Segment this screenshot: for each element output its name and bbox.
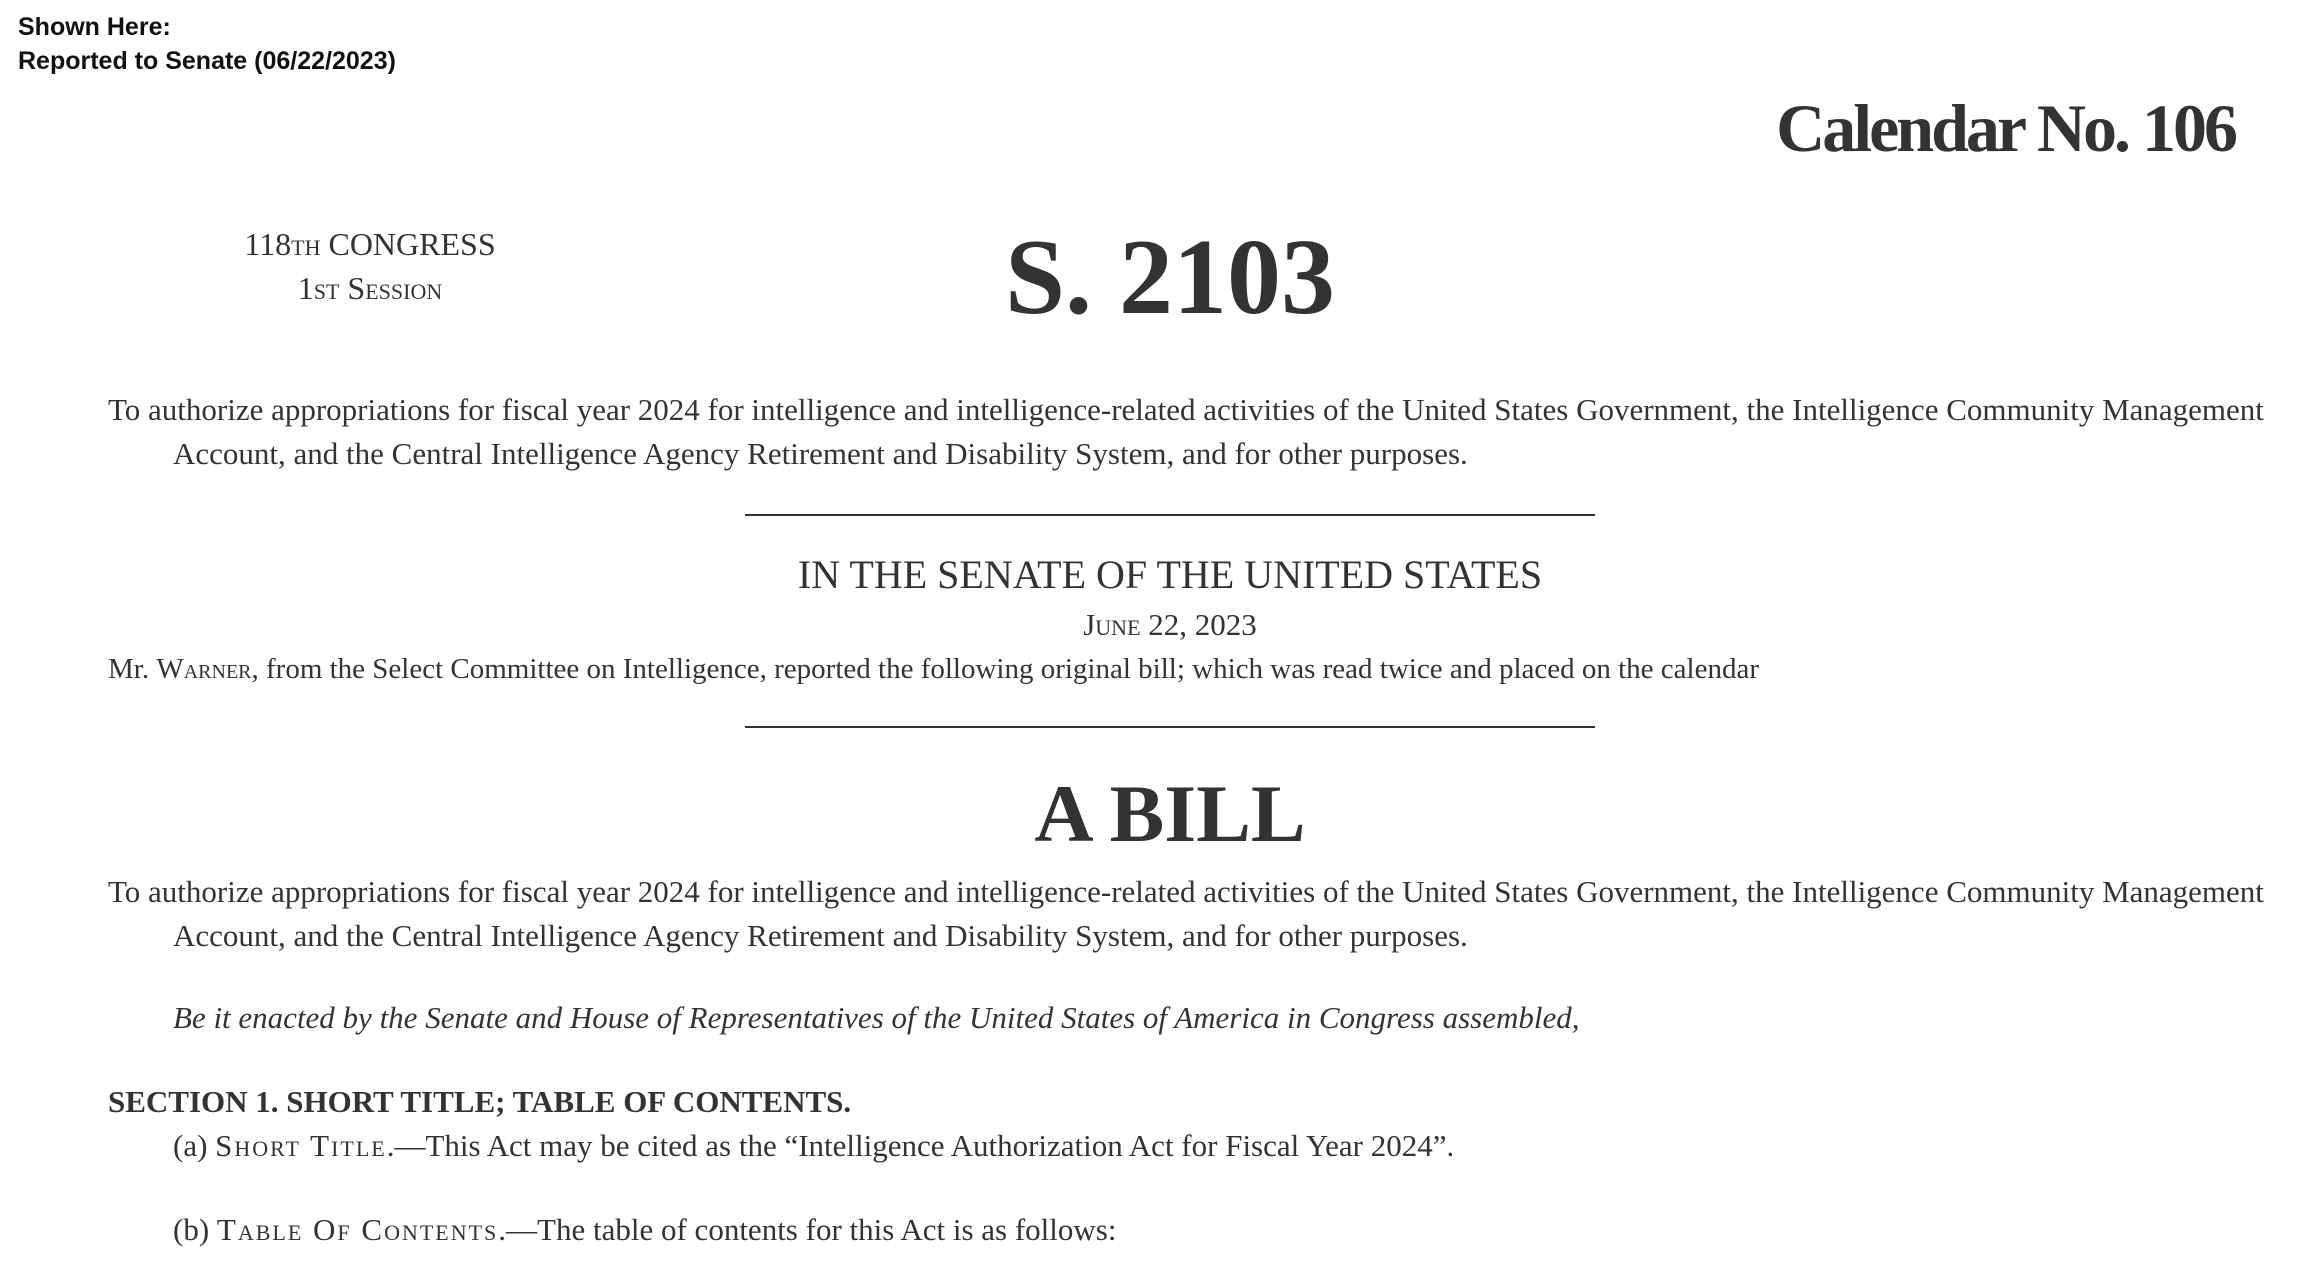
bill-heading: A BILL xyxy=(1034,768,1306,859)
calendar-number: Calendar No. 106 xyxy=(1776,90,2235,166)
sponsor-prefix: Mr. xyxy=(108,653,157,685)
divider-top xyxy=(745,514,1595,516)
enacting-clause: Be it enacted by the Senate and House of Representatives of the United States of America in Congress assembled, xyxy=(173,1000,1580,1035)
sponsor-statement xyxy=(108,648,2258,690)
subsection-b xyxy=(173,1208,2223,1252)
subsection-b-text: .—The table of contents for this Act is as follows: xyxy=(498,1212,1117,1247)
subsection-a-text: .—This Act may be cited as the “Intelligence Authorization Act for Fiscal Year 2024”. xyxy=(386,1128,1455,1163)
bill-status: Reported to Senate (06/22/2023) xyxy=(18,47,396,75)
divider-bottom xyxy=(745,726,1595,728)
sponsor-name: Warner xyxy=(156,653,252,685)
subsection-b-marker: (b) xyxy=(173,1212,217,1247)
subsection-a xyxy=(173,1124,2223,1168)
bill-number: S. 2103 xyxy=(1004,218,1336,337)
subsection-a-label: Short Title xyxy=(215,1128,387,1163)
congress-session-block xyxy=(200,222,540,310)
congress-label: 118th CONGRESS xyxy=(244,226,496,262)
subsection-b-label: Table Of Contents xyxy=(216,1212,499,1247)
section-1-heading: SECTION 1. SHORT TITLE; TABLE OF CONTENTS. xyxy=(108,1084,852,1119)
session-label: 1st Session xyxy=(297,270,443,306)
introduction-date: June 22, 2023 xyxy=(1083,607,1257,642)
shown-here-block xyxy=(18,10,396,78)
long-title-top: To authorize appropriations for fiscal year 2024 for intelligence and intelligence-related activities of the United States Government, the Intelligence Community Management Account, and the Central Intelligence Agency Retirement and Disability System, and for other purposes. xyxy=(108,392,2264,471)
sponsor-text: , from the Select Committee on Intelligence, reported the following original bill; which was read twice and placed on the calendar xyxy=(251,653,1759,685)
shown-here-label: Shown Here: xyxy=(18,13,171,41)
senate-heading: IN THE SENATE OF THE UNITED STATES xyxy=(797,552,1543,597)
subsection-a-marker: (a) xyxy=(173,1128,216,1163)
long-title-bill: To authorize appropriations for fiscal year 2024 for intelligence and intelligence-related activities of the United States Government, the Intelligence Community Management Account, and the Central Intelligence Agency Retirement and Disability System, and for other purposes. xyxy=(108,874,2264,953)
